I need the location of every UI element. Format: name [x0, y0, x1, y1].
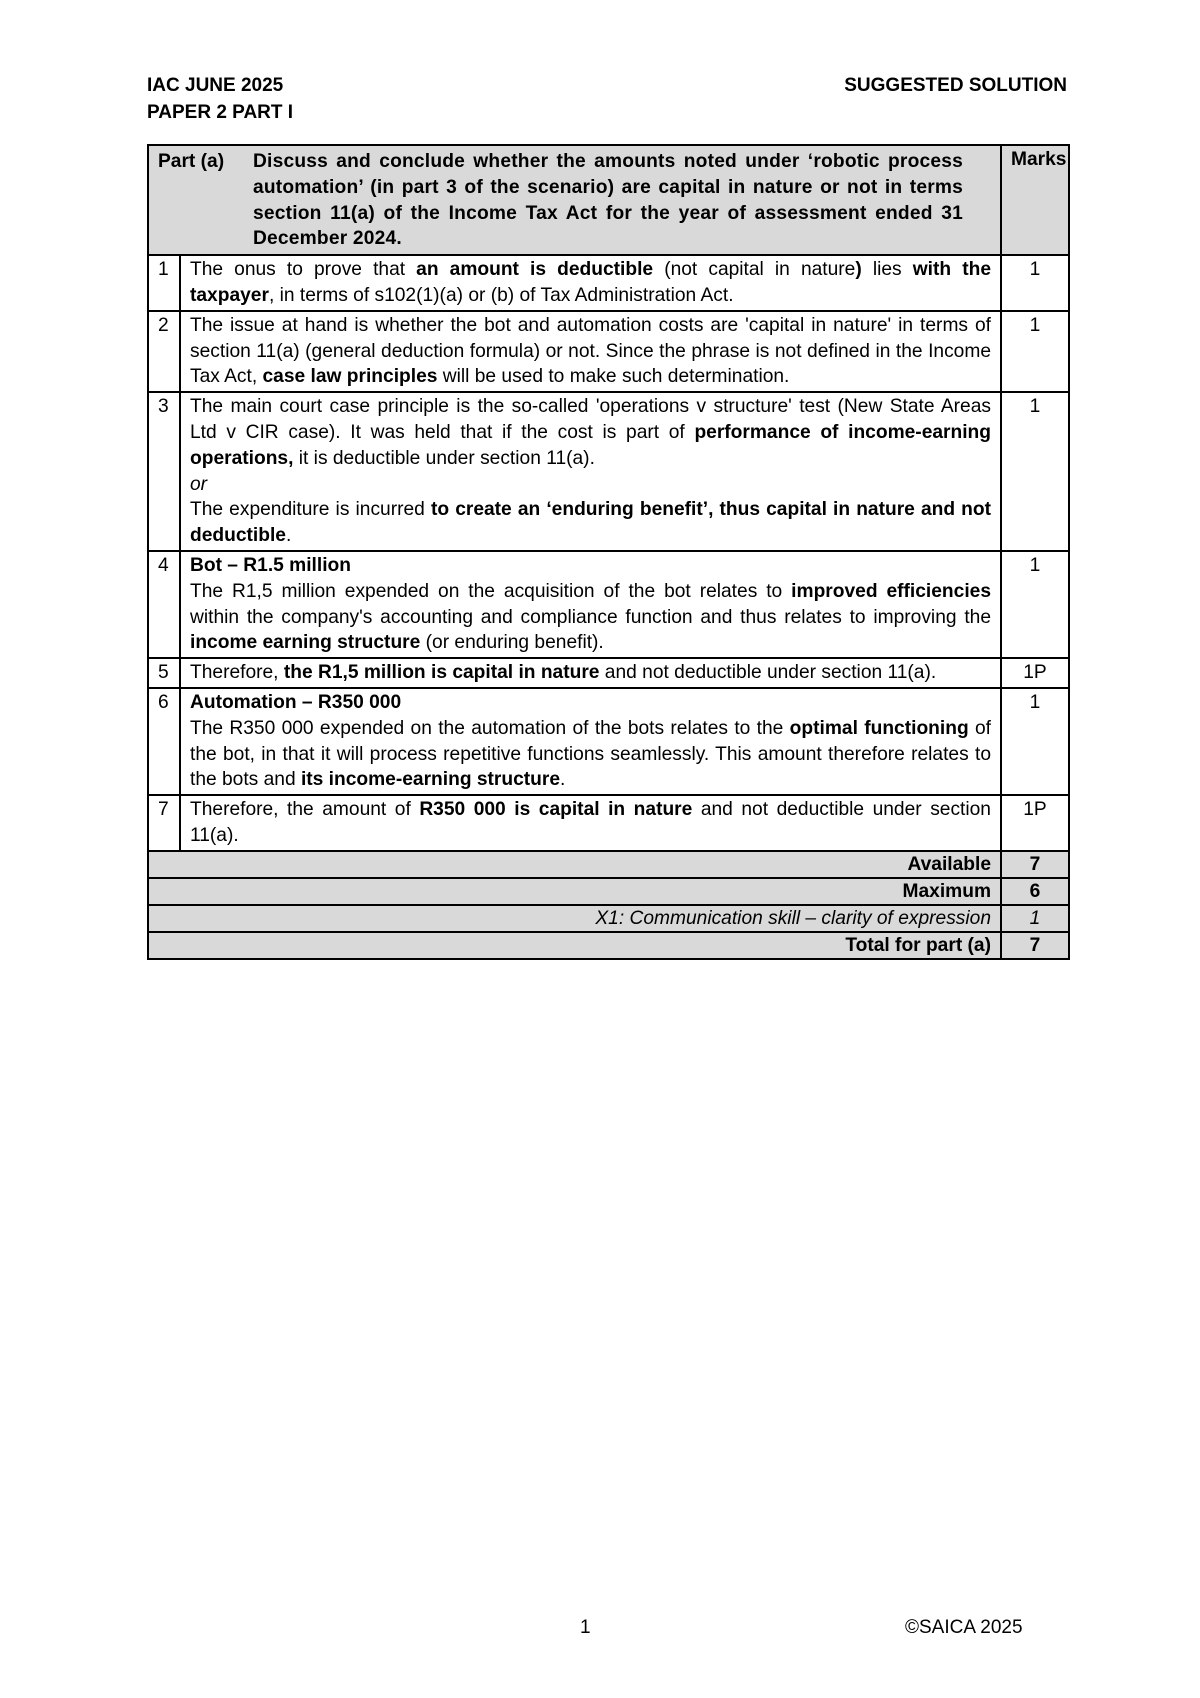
- row-number: 1: [148, 255, 180, 311]
- body-text: of the bot, in that it will process repetitive functions seamlessly. This amount therefore relates to the bots and: [190, 717, 992, 791]
- emphasis-text: with the taxpayer: [190, 259, 991, 306]
- table-row: [148, 688, 1069, 795]
- page-number: 1: [580, 1617, 591, 1638]
- body-text: The R350 000 expended on the automation of the bots relates to the: [190, 717, 790, 739]
- emphasis-text: to create an ‘enduring benefit’, thus capital in nature and not deductible: [190, 499, 992, 547]
- solution-title: SUGGESTED SOLUTION: [844, 75, 1067, 96]
- row-mark: 1: [1001, 688, 1069, 795]
- emphasis-text: improved efficiencies: [791, 580, 991, 602]
- table-row: [148, 311, 1069, 392]
- emphasis-text: its income-earning structure: [300, 769, 561, 791]
- body-text: The issue at hand is whether the bot and automation costs are 'capital in nature' in terms of section 11(a) (general deduction formula) or not. Since the phrase is not defined in the Income Tax Act,: [190, 314, 991, 388]
- table-row: [148, 255, 1069, 311]
- body-text: The R1,5 million expended on the acquisition of the bot relates to: [190, 580, 792, 602]
- table-row: [148, 551, 1069, 658]
- part-label: Part (a): [158, 151, 225, 172]
- emphasis-text: Automation – R350 000: [190, 691, 402, 713]
- document-header-left: [147, 72, 293, 126]
- summary-value: 6: [1001, 878, 1069, 905]
- body-text: Therefore,: [190, 662, 284, 684]
- emphasis-text: performance of income-earning operations,: [190, 421, 991, 469]
- row-text: [180, 311, 1001, 392]
- row-text: [180, 551, 1001, 658]
- body-text: it is deductible under section 11(a).: [293, 447, 595, 469]
- row-number: 6: [148, 688, 180, 795]
- summary-label: Maximum: [148, 878, 1001, 905]
- body-text: and not deductible under section 11(a).: [190, 799, 991, 846]
- question-header-row: [148, 145, 1069, 255]
- summary-value: 7: [1001, 851, 1069, 878]
- body-text: The onus to prove that: [190, 259, 417, 281]
- body-text: Therefore, the amount of: [190, 799, 420, 821]
- paper-title: PAPER 2 PART I: [147, 102, 294, 123]
- italic-text: or: [190, 473, 208, 495]
- copyright: ©SAICA 2025: [905, 1617, 1023, 1638]
- question-text: Discuss and conclude whether the amounts noted under ‘robotic process automation’ (in part 3 of the scenario) are capital in nature or not in terms section 11(a) of the Income Tax Act for the year of assessment ended 31 December 2024.: [253, 151, 963, 250]
- summary-label: X1: Communication skill – clarity of expression: [148, 905, 1001, 932]
- exam-title: IAC JUNE 2025: [147, 75, 284, 96]
- summary-row: [148, 905, 1069, 932]
- body-text: .: [285, 525, 292, 547]
- body-text: .: [560, 769, 566, 791]
- table-row: [148, 392, 1069, 551]
- row-number: 5: [148, 658, 180, 688]
- row-number: 3: [148, 392, 180, 551]
- emphasis-text: case law principles: [262, 366, 438, 388]
- summary-row: [148, 932, 1069, 959]
- row-mark: 1: [1001, 392, 1069, 551]
- row-number: 7: [148, 795, 180, 851]
- row-text: [180, 392, 1001, 551]
- row-text: [180, 658, 1001, 688]
- body-text: The main court case principle is the so-called 'operations v structure' test (New State Areas Ltd v CIR case). It was held that if the cost is part of: [190, 396, 991, 443]
- table-row: [148, 658, 1069, 688]
- body-text: will be used to make such determination.: [437, 366, 790, 388]
- summary-label: Total for part (a): [148, 932, 1001, 959]
- emphasis-text: the R1,5 million is capital in nature: [283, 662, 600, 684]
- row-text: [180, 795, 1001, 851]
- summary-value: 7: [1001, 932, 1069, 959]
- summary-value: 1: [1001, 905, 1069, 932]
- emphasis-text: income earning structure: [190, 632, 421, 654]
- body-text: lies: [861, 259, 913, 281]
- summary-label: Available: [148, 851, 1001, 878]
- body-text: (not capital in nature: [653, 259, 856, 281]
- emphasis-text: Bot – R1.5 million: [190, 554, 351, 576]
- row-mark: 1: [1001, 311, 1069, 392]
- row-mark: 1: [1001, 255, 1069, 311]
- body-text: (or enduring benefit).: [420, 632, 604, 654]
- row-text: [180, 255, 1001, 311]
- table-row: [148, 795, 1069, 851]
- body-text: , in terms of s102(1)(a) or (b) of Tax Administration Act.: [268, 284, 734, 306]
- summary-row: [148, 851, 1069, 878]
- row-mark: 1: [1001, 551, 1069, 658]
- emphasis-text: an amount is deductible: [416, 259, 654, 281]
- body-text: and not deductible under section 11(a).: [599, 662, 937, 684]
- row-number: 2: [148, 311, 180, 392]
- row-mark: 1P: [1001, 658, 1069, 688]
- body-text: The expenditure is incurred: [190, 499, 431, 521]
- solution-table: [147, 144, 1070, 960]
- emphasis-text: ): [855, 259, 862, 281]
- summary-row: [148, 878, 1069, 905]
- row-number: 4: [148, 551, 180, 658]
- document-header-right: [844, 72, 1067, 99]
- row-text: [180, 688, 1001, 795]
- row-mark: 1P: [1001, 795, 1069, 851]
- emphasis-text: R350 000 is capital in nature: [419, 799, 693, 821]
- marks-header: Marks: [1001, 145, 1069, 255]
- body-text: within the company's accounting and compliance function and thus relates to improving the: [190, 606, 991, 628]
- emphasis-text: optimal functioning: [789, 717, 969, 739]
- question-cell: [148, 145, 1001, 255]
